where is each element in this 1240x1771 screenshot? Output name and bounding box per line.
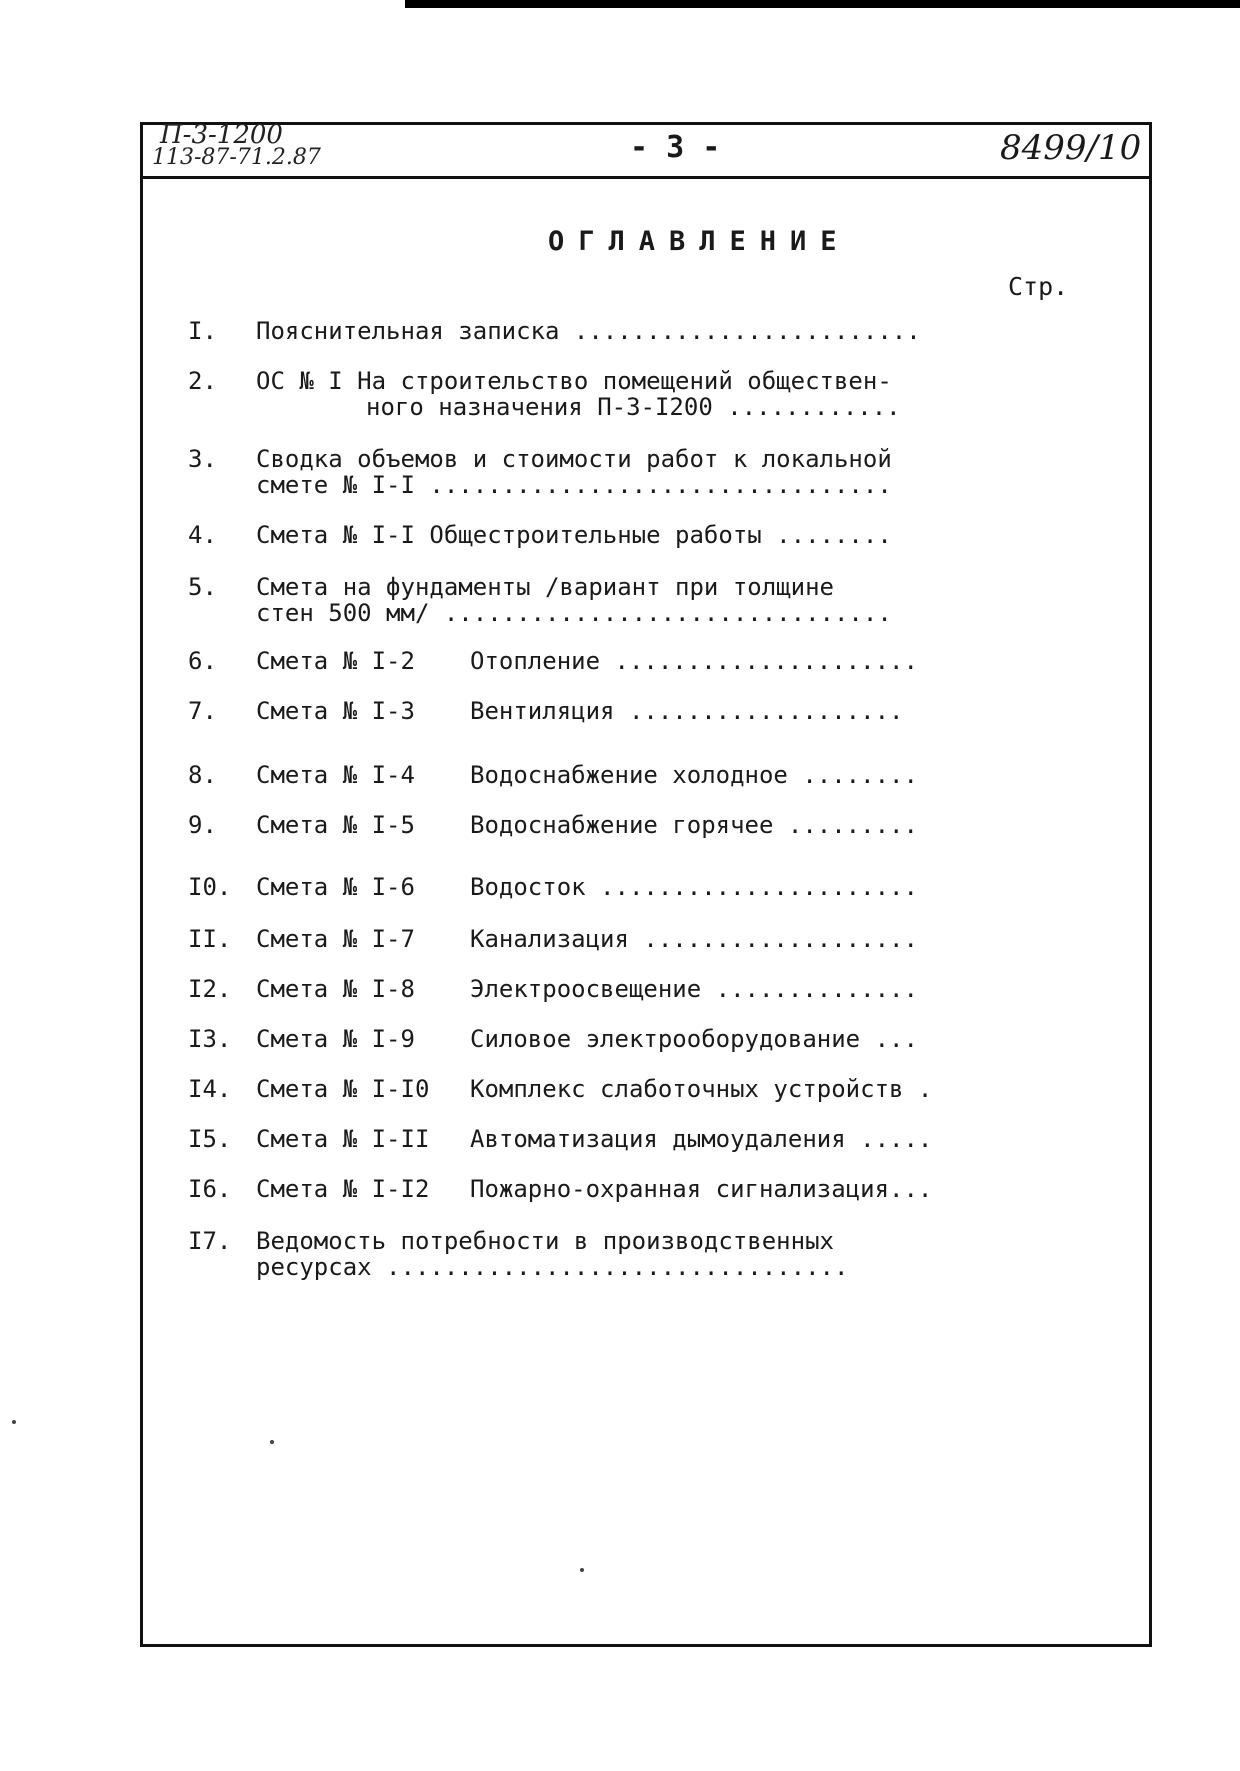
toc-entry-number: I0. <box>188 873 232 901</box>
toc-entry-number: 9. <box>188 811 217 839</box>
toc-entry-text-continued: ного назначения П-3-I200 ............ <box>366 393 901 421</box>
toc-entry-text: Пояснительная записка ........................ <box>256 317 921 345</box>
toc-entry-number: 5. <box>188 573 217 601</box>
toc-entry-text-continued: стен 500 мм/ ............................... <box>256 599 892 627</box>
toc-entry-text: Силовое электрооборудование ... <box>470 1025 918 1053</box>
toc-entry-text: Водоснабжение горячее ......... <box>470 811 918 839</box>
toc-entry-text: Сводка объемов и стоимости работ к локальной <box>256 445 892 473</box>
toc-entry-estimate-ref: Смета № I-5 <box>256 811 415 839</box>
toc-entry-estimate-ref: Смета № I-II <box>256 1125 430 1153</box>
toc-entry-estimate-ref: Смета № I-3 <box>256 697 415 725</box>
toc-entry-text: Комплекс слаботочных устройств . <box>470 1075 933 1103</box>
toc-entry-number: I5. <box>188 1125 232 1153</box>
toc-entry-estimate-ref: Смета № I-I0 <box>256 1075 430 1103</box>
toc-entry-number: I. <box>188 317 217 345</box>
toc-entry-estimate-ref: Смета № I-2 <box>256 647 415 675</box>
toc-entry-number: 2. <box>188 367 217 395</box>
toc-entry-estimate-ref: Смета № I-4 <box>256 761 415 789</box>
toc-entry-text: Ведомость потребности в производственных <box>256 1227 834 1255</box>
scan-speck <box>270 1440 274 1444</box>
toc-entry-number: I6. <box>188 1175 232 1203</box>
scan-top-edge <box>405 0 1240 8</box>
document-code-line1: П-3-1200 <box>160 120 283 150</box>
toc-entry-text: Пожарно-охранная сигнализация... <box>470 1175 933 1203</box>
toc-entry-estimate-ref: Смета № I-I2 <box>256 1175 430 1203</box>
page-title: ОГЛАВЛЕНИЕ <box>548 226 851 257</box>
scan-speck <box>12 1420 16 1424</box>
page-column-label: Стр. <box>1008 272 1069 301</box>
toc-entry-text: Водоснабжение холодное ........ <box>470 761 918 789</box>
document-code-line2: 113-87-71.2.87 <box>152 145 321 170</box>
toc-entry-estimate-ref: Смета № I-6 <box>256 873 415 901</box>
toc-entry-text: Электроосвещение .............. <box>470 975 918 1003</box>
toc-entry-text: Автоматизация дымоудаления ..... <box>470 1125 933 1153</box>
toc-entry-number: II. <box>188 925 232 953</box>
toc-entry-text: Смета на фундаменты /вариант при толщине <box>256 573 834 601</box>
toc-entry-number: I4. <box>188 1075 232 1103</box>
toc-entry-text: Отопление ..................... <box>470 647 918 675</box>
toc-entry-estimate-ref: Смета № I-8 <box>256 975 415 1003</box>
scan-speck <box>580 1568 584 1572</box>
toc-entry-number: I2. <box>188 975 232 1003</box>
toc-entry-text: Водосток ...................... <box>470 873 918 901</box>
toc-entry-text: Смета № I-I Общестроительные работы ........ <box>256 521 892 549</box>
toc-entry-text: Вентиляция ................... <box>470 697 904 725</box>
header-divider <box>140 176 1152 179</box>
toc-entry-estimate-ref: Смета № I-7 <box>256 925 415 953</box>
toc-entry-text-continued: смете № I-I ................................ <box>256 471 892 499</box>
page-number: - 3 - <box>630 130 721 165</box>
toc-entry-text-continued: ресурсах ................................ <box>256 1253 849 1281</box>
archive-number: 8499/10 <box>1000 128 1142 168</box>
toc-entry-number: I7. <box>188 1227 232 1255</box>
toc-entry-number: 6. <box>188 647 217 675</box>
toc-entry-number: 7. <box>188 697 217 725</box>
toc-entry-text: ОС № I На строительство помещений обществен- <box>256 367 892 395</box>
toc-entry-number: 4. <box>188 521 217 549</box>
toc-entry-number: 3. <box>188 445 217 473</box>
toc-entry-text: Канализация ................... <box>470 925 918 953</box>
toc-entry-number: 8. <box>188 761 217 789</box>
toc-entry-number: I3. <box>188 1025 232 1053</box>
toc-entry-estimate-ref: Смета № I-9 <box>256 1025 415 1053</box>
